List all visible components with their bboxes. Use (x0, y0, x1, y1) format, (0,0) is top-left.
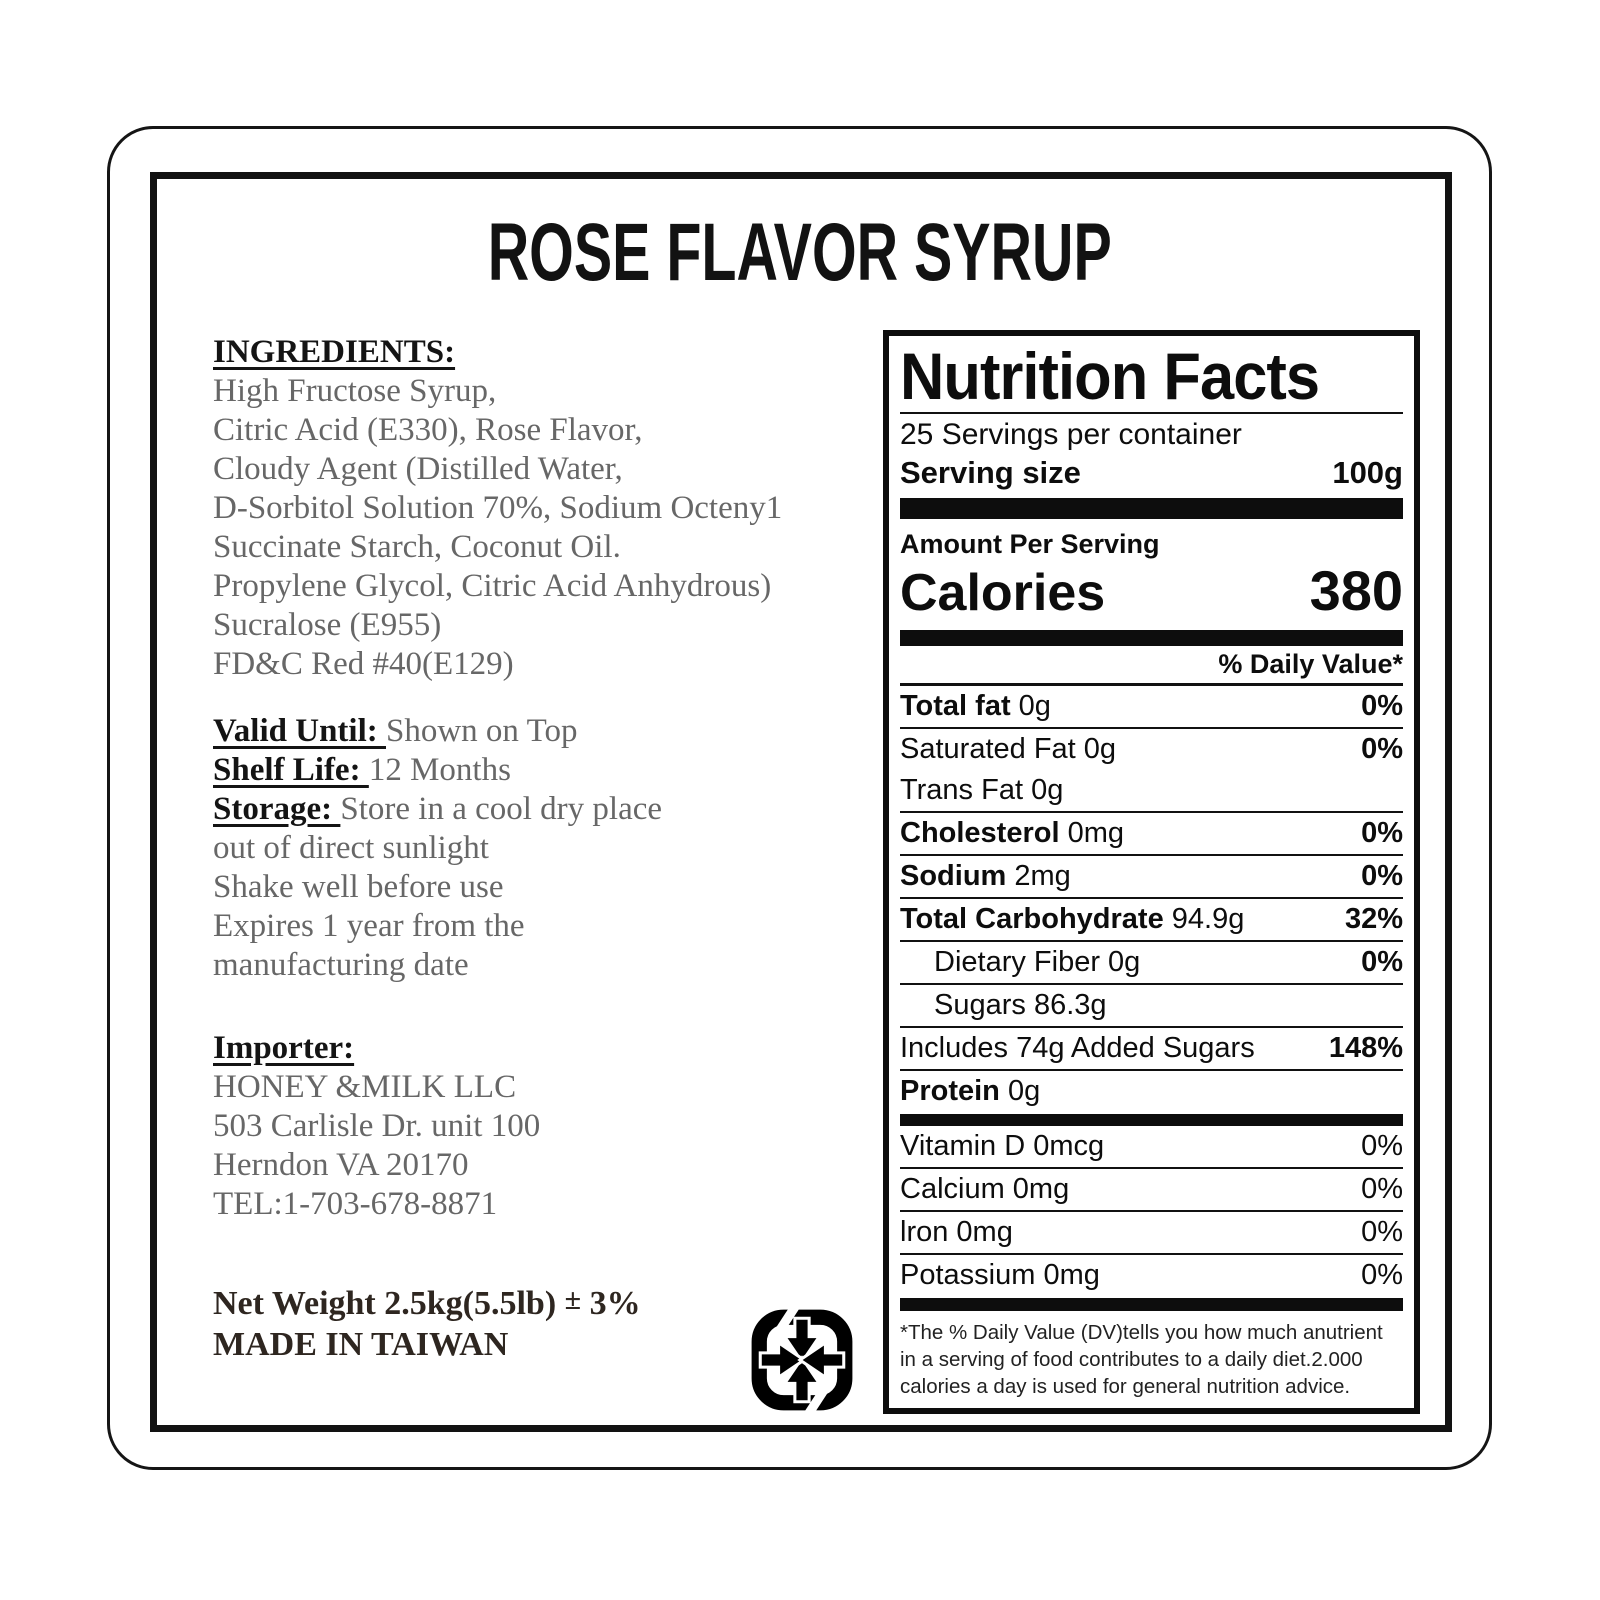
nutrition-row-trans-fat (900, 770, 1403, 811)
row-label: Calcium 0mg (900, 1173, 1070, 1205)
valid-until-value: Shown on Top (386, 713, 578, 749)
row-percent: 0% (1361, 1173, 1403, 1205)
row-percent: 0% (1361, 1259, 1403, 1291)
row-percent: 0% (1361, 860, 1403, 892)
importer-line: HONEY &MILK LLC (213, 1069, 517, 1105)
importer-line: Herndon VA 20170 (213, 1147, 469, 1183)
nutrition-row-total-fat (900, 686, 1403, 727)
valid-until-line (213, 712, 873, 751)
thick-bar (900, 630, 1403, 646)
ingredient-line: Succinate Starch, Coconut Oil. (213, 529, 621, 565)
nutrition-row-total-carbohydrate (900, 899, 1403, 940)
nutrition-row-protein (900, 1071, 1403, 1112)
ingredient-line: Citric Acid (E330), Rose Flavor, (213, 412, 643, 448)
row-percent: 148% (1328, 1032, 1403, 1064)
vitamin-row-vitamin-d (900, 1126, 1403, 1167)
row-label: Protein 0g (900, 1075, 1041, 1107)
row-label: Dietary Fiber 0g (934, 946, 1141, 978)
row-percent: 0% (1361, 1130, 1403, 1162)
nutrition-row-cholesterol (900, 813, 1403, 854)
row-percent: 0% (1361, 817, 1403, 849)
row-percent: 0% (1361, 1216, 1403, 1248)
ingredient-line: Propylene Glycol, Citric Acid Anhydrous) (213, 568, 772, 604)
serving-size-label: Serving size (900, 455, 1081, 490)
row-percent: 0% (1361, 733, 1403, 765)
calories-value: 380 (1309, 559, 1403, 622)
row-label: Saturated Fat 0g (900, 733, 1117, 765)
calories-row (900, 560, 1403, 624)
storage-extra-line: manufacturing date (213, 947, 469, 983)
row-label: Cholesterol 0mg (900, 817, 1125, 849)
nutrition-row-sodium (900, 856, 1403, 897)
ingredient-line: Sucralose (E955) (213, 607, 442, 643)
ingredients-heading: INGREDIENTS: (213, 334, 456, 370)
ingredient-line: FD&C Red #40(E129) (213, 646, 514, 682)
daily-value-footnote: *The % Daily Value (DV)tells you how much anutrient in a serving of food contributes to a daily diet.2.000 calories a day is used for general nutrition advice. (900, 1321, 1383, 1398)
ingredient-line: High Fructose Syrup, (213, 373, 497, 409)
vitamin-row-calcium (900, 1169, 1403, 1210)
row-label: Potassium 0mg (900, 1259, 1100, 1291)
plus-minus-sign: ± (564, 1283, 582, 1316)
shelf-life-value: 12 Months (368, 752, 511, 788)
row-label: Sodium 2mg (900, 860, 1071, 892)
taiwan-recycling-icon (746, 1304, 858, 1416)
storage-value: Store in a cool dry place (340, 791, 663, 827)
nutrition-row-added-sugars (900, 1028, 1403, 1069)
ingredient-line: Cloudy Agent (Distilled Water, (213, 451, 623, 487)
storage-label: Storage: (213, 791, 341, 827)
thick-bar (900, 1298, 1403, 1311)
serving-size-row (900, 453, 1403, 493)
thick-bar (900, 1114, 1403, 1126)
valid-until-label: Valid Until: (213, 713, 386, 749)
calories-label: Calories (900, 564, 1106, 622)
nutrition-row-saturated-fat (900, 729, 1403, 770)
shelf-life-label: Shelf Life: (213, 752, 369, 788)
importer-line: 503 Carlisle Dr. unit 100 (213, 1108, 541, 1144)
importer-line: TEL:1-703-678-8871 (213, 1186, 498, 1222)
storage-extra-line: out of direct sunlight (213, 830, 489, 866)
amount-per-serving: Amount Per Serving (900, 529, 1160, 559)
serving-size-value: 100g (1332, 455, 1403, 490)
product-title: ROSE FLAVOR SYRUP (487, 207, 1112, 298)
row-label: Total fat 0g (900, 690, 1051, 722)
row-label: Trans Fat 0g (900, 774, 1064, 806)
row-label: lron 0mg (900, 1216, 1013, 1248)
made-in-line: MADE IN TAIWAN (213, 1326, 509, 1363)
vitamin-row-iron (900, 1212, 1403, 1253)
row-label: Vitamin D 0mcg (900, 1130, 1105, 1162)
storage-section (213, 712, 873, 985)
row-percent: 0% (1361, 690, 1403, 722)
row-label: Includes 74g Added Sugars (900, 1032, 1255, 1064)
ingredient-line: D-Sorbitol Solution 70%, Sodium Octeny1 (213, 490, 783, 526)
nutrition-facts-panel (883, 330, 1420, 1414)
row-label: Sugars 86.3g (934, 989, 1107, 1021)
row-percent: 32% (1344, 903, 1403, 935)
net-weight-tolerance: 3% (589, 1285, 641, 1322)
importer-section (213, 1028, 873, 1224)
storage-extra-line: Shake well before use (213, 869, 504, 905)
row-percent: 0% (1361, 946, 1403, 978)
thick-bar (900, 498, 1403, 519)
shelf-life-line (213, 751, 873, 790)
product-title-wrap (107, 206, 1492, 300)
importer-heading: Importer: (213, 1030, 355, 1066)
net-weight-value: Net Weight 2.5kg(5.5lb) (213, 1285, 557, 1322)
vitamin-row-potassium (900, 1255, 1403, 1296)
nutrition-row-sugars (900, 985, 1403, 1026)
storage-extra-line: Expires 1 year from the (213, 908, 525, 944)
row-label: Total Carbohydrate 94.9g (900, 903, 1245, 935)
nutrition-title: Nutrition Facts (900, 339, 1320, 413)
servings-per-container: 25 Servings per container (900, 418, 1242, 451)
daily-value-header: % Daily Value* (1218, 649, 1403, 679)
storage-line (213, 790, 873, 829)
ingredients-section (213, 332, 873, 684)
nutrition-row-dietary-fiber (900, 942, 1403, 983)
